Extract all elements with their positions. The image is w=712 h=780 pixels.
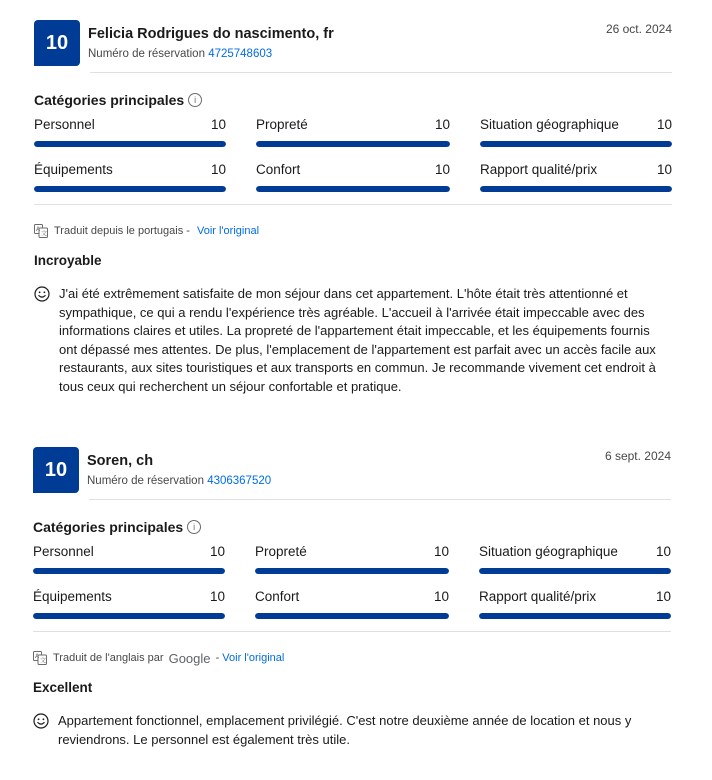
category-label: Rapport qualité/prix	[479, 588, 597, 604]
category-score: 10	[656, 161, 672, 177]
category-item	[34, 159, 226, 204]
booking-number: 4306367520	[207, 475, 272, 487]
category-bar-fill	[480, 186, 672, 192]
view-original-link[interactable]: Voir l'original	[197, 225, 260, 237]
category-score: 10	[656, 116, 672, 132]
category-label: Équipements	[34, 161, 113, 177]
category-item	[479, 541, 671, 586]
translate-icon	[33, 651, 47, 665]
category-bar-fill	[33, 613, 225, 619]
category-bar-fill	[480, 141, 672, 147]
category-bar	[479, 613, 671, 619]
reviewer-name: Soren, ch	[87, 453, 154, 469]
reviewer-name: Felicia Rodrigues do nascimento, fr	[88, 26, 334, 42]
translation-text: Traduit depuis le portugais -	[54, 225, 193, 237]
category-bar	[33, 568, 225, 574]
info-icon[interactable]: i	[188, 93, 202, 107]
category-item	[33, 586, 225, 631]
review-header	[33, 447, 671, 499]
category-bar-fill	[34, 186, 226, 192]
translation-notice	[34, 223, 672, 239]
svg-text:文: 文	[40, 657, 47, 665]
category-score: 10	[655, 588, 671, 604]
category-bar	[33, 613, 225, 619]
review-card	[34, 20, 672, 396]
category-scores	[33, 541, 671, 631]
review-text: Appartement fonctionnel, emplacement privilégié. C'est notre deuxième année de location et nous y reviendrons. Le personnel est également très utile.	[58, 713, 632, 747]
booking-label: Numéro de réservation	[88, 48, 205, 60]
category-item	[255, 541, 449, 586]
category-item	[255, 586, 449, 631]
review-body	[34, 285, 672, 396]
category-score: 10	[434, 161, 450, 177]
category-bar-fill	[256, 186, 450, 192]
svg-text:文: 文	[41, 230, 48, 238]
category-bar	[255, 613, 449, 619]
category-bar	[479, 568, 671, 574]
category-label: Personnel	[34, 116, 95, 132]
category-scores	[34, 114, 672, 204]
category-item	[34, 114, 226, 159]
info-icon[interactable]: i	[187, 520, 201, 534]
booking-number-line	[88, 48, 272, 60]
category-bar	[480, 141, 672, 147]
category-item	[480, 159, 672, 204]
category-label: Personnel	[33, 543, 94, 559]
view-original-link[interactable]: Voir l'original	[222, 652, 285, 664]
category-label: Situation géographique	[479, 543, 618, 559]
translation-text: Traduit de l'anglais par	[53, 652, 167, 664]
review-body	[33, 712, 671, 749]
category-bar	[480, 186, 672, 192]
svg-text:A: A	[35, 653, 40, 660]
category-label: Propreté	[256, 116, 308, 132]
review-header	[34, 20, 672, 72]
categories-heading	[34, 90, 672, 110]
category-score: 10	[655, 543, 671, 559]
divider	[89, 499, 671, 500]
categories-heading	[33, 517, 671, 537]
review-text: J'ai été extrêmement satisfaite de mon séjour dans cet appartement. L'hôte était très attentionné et sympathique, ce qui a rendu l'expérience très agréable. L'accueil à l'arrivée était impeccable avec des informations claires et utiles. La propreté de l'appartement était impeccable, et les équipements fournis ont dépassé mes attentes. De plus, l'emplacement de l'appartement est parfait avec un accès facile aux restaurants, aux sites touristiques et aux transports en commun. Je recommande vivement cet endroit à tous ceux qui recherchent un séjour confortable et pratique.	[59, 286, 656, 394]
smile-icon	[34, 286, 50, 302]
category-bar	[256, 186, 450, 192]
divider	[90, 72, 672, 73]
translation-notice	[33, 650, 671, 666]
divider	[33, 631, 671, 632]
category-bar-fill	[255, 568, 449, 574]
category-score: 10	[209, 543, 225, 559]
category-bar-fill	[33, 568, 225, 574]
category-bar-fill	[479, 613, 671, 619]
translation-separator: -	[212, 652, 223, 664]
category-item	[256, 114, 450, 159]
divider	[34, 204, 672, 205]
category-item	[256, 159, 450, 204]
review-date: 26 oct. 2024	[605, 22, 672, 36]
booking-number-line	[87, 475, 271, 487]
score-badge: 10	[34, 20, 80, 66]
category-item	[480, 114, 672, 159]
booking-label: Numéro de réservation	[87, 475, 204, 487]
category-item	[33, 541, 225, 586]
google-logo: Google	[168, 650, 211, 666]
category-bar	[255, 568, 449, 574]
category-bar	[34, 141, 226, 147]
category-label: Situation géographique	[480, 116, 619, 132]
categories-title: Catégories principales	[33, 519, 184, 535]
category-bar	[256, 141, 450, 147]
booking-number: 4725748603	[208, 48, 273, 60]
category-label: Rapport qualité/prix	[480, 161, 598, 177]
category-score: 10	[209, 588, 225, 604]
score-badge: 10	[33, 447, 79, 493]
category-bar-fill	[256, 141, 450, 147]
category-label: Confort	[256, 161, 301, 177]
category-bar	[34, 186, 226, 192]
category-bar-fill	[34, 141, 226, 147]
categories-title: Catégories principales	[34, 92, 185, 108]
category-label: Propreté	[255, 543, 307, 559]
category-score: 10	[210, 116, 226, 132]
category-bar-fill	[479, 568, 671, 574]
review-card	[33, 447, 671, 749]
category-score: 10	[210, 161, 226, 177]
review-title: Incroyable	[34, 253, 102, 268]
smile-icon	[33, 713, 49, 729]
review-title: Excellent	[33, 680, 93, 695]
category-score: 10	[433, 543, 449, 559]
category-bar-fill	[255, 613, 449, 619]
svg-text:A: A	[36, 226, 41, 233]
category-item	[479, 586, 671, 631]
category-label: Équipements	[33, 588, 112, 604]
category-label: Confort	[255, 588, 300, 604]
translate-icon	[34, 224, 48, 238]
category-score: 10	[434, 116, 450, 132]
review-date: 6 sept. 2024	[604, 449, 671, 463]
category-score: 10	[433, 588, 449, 604]
